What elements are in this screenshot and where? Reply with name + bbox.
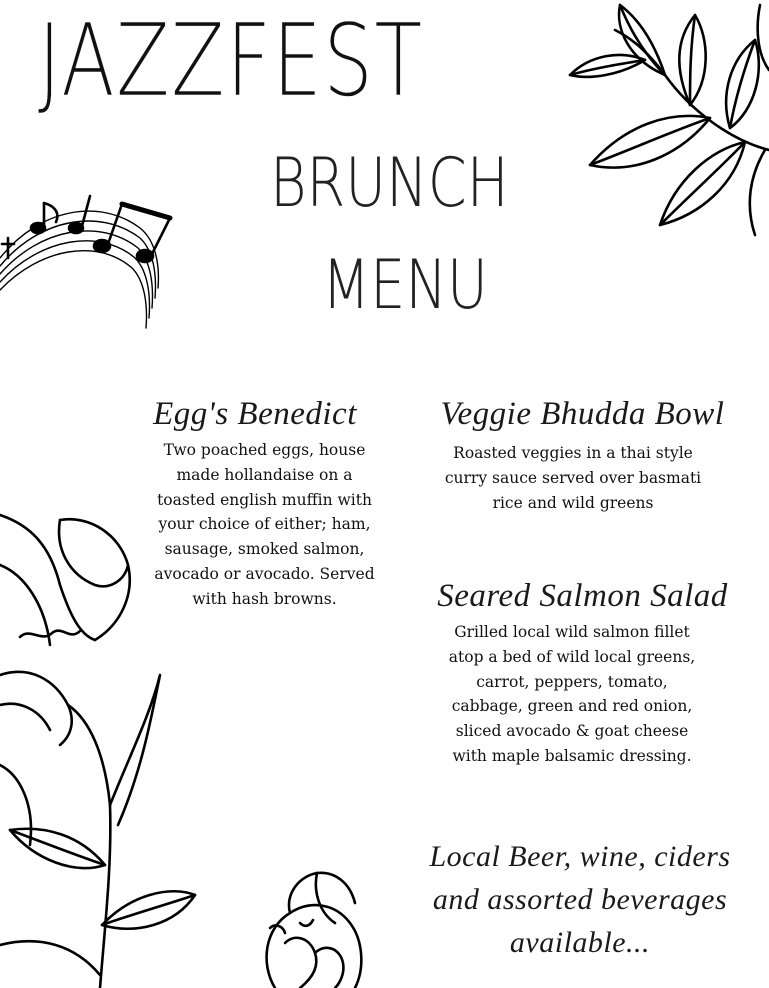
beverages-note: Local Beer, wine, ciders and assorted beverages available... [429,840,731,959]
subtitle-brunch: BRUNCH [270,144,509,223]
dish-description-eggs-benedict: Two poached eggs, house made hollandaise on a toasted english muffin with your choice of either; ham, sausage, smoked salmon, avocado or avocado. Served with hash browns. [154,441,375,608]
dish-description-salmon-salad: Grilled local wild salmon fillet atop a bed of wild local greens, carrot, peppers, tomato, cabbage, green and red onion, sliced avocado & goat cheese with maple balsamic dressing. [448,623,696,765]
dish-name-salmon-salad: Seared Salmon Salad [437,578,728,614]
dish-name-veggie-bowl: Veggie Bhudda Bowl [440,396,725,432]
leaf-branch-illustration [560,0,769,240]
subtitle-menu: MENU [322,246,488,325]
page-title: JAZZFEST [38,2,424,119]
flower-bud-illustration [255,868,370,988]
dish-description-veggie-bowl: Roasted veggies in a thai style curry sauce served over basmati rice and wild greens [444,444,702,512]
dish-name-eggs-benedict: Egg's Benedict [153,396,357,432]
music-staff-notes-illustration [0,188,175,328]
